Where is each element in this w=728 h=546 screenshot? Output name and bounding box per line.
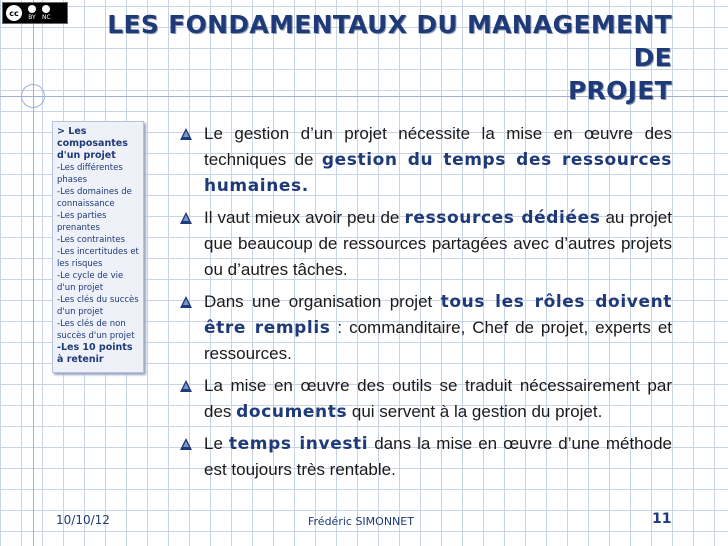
sidebar-item-domaines[interactable]: -Les domaines de connaissance — [57, 187, 132, 209]
page-number: 11 — [652, 511, 672, 527]
sidebar-item-cles-succes[interactable]: -Les clés du succès d'un projet — [57, 295, 139, 317]
creative-commons-badge[interactable] — [2, 2, 68, 24]
bullet-emphasis: documents — [236, 402, 348, 422]
bullet-item: Dans une organisation projet tous les rôles doivent être remplis : commanditaire, Chef de projet, experts et ressources. — [178, 289, 672, 367]
footer-date: 10/10/12 — [56, 513, 110, 527]
nc-icon: NC — [42, 5, 51, 21]
bullet-list — [178, 121, 672, 489]
bullet-emphasis: tous les rôles doivent être remplis — [204, 292, 673, 338]
sidebar-item-10-points[interactable]: -Les 10 points à retenir — [57, 342, 133, 365]
slide-title-line-2: PROJET — [567, 76, 672, 105]
cc-icon: cc — [6, 5, 22, 21]
sidebar-item-incertitudes[interactable]: -Les incertitudes et les risques — [57, 247, 139, 269]
margin-circle — [21, 84, 45, 108]
bullet-emphasis: gestion du temps des ressources humaines. — [204, 150, 672, 196]
bullet-item: La mise en œuvre des outils se traduit nécessairement par des documents qui servent à la gestion du projet. — [178, 373, 672, 425]
sidebar-item-composantes[interactable]: > Les composantes d'un projet — [57, 126, 128, 161]
bullet-item: Le gestion d’un projet nécessite la mise en œuvre des techniques de gestion du temps des ressources humaines. — [178, 121, 672, 199]
slide-title — [100, 8, 672, 107]
bullet-emphasis: ressources dédiées — [404, 208, 601, 228]
margin-line-vertical — [33, 0, 34, 546]
triangle-bullet-icon — [180, 212, 192, 224]
sidebar-item-cycle-de-vie[interactable]: -Le cycle de vie d'un projet — [57, 271, 124, 293]
triangle-bullet-icon — [180, 438, 192, 450]
sidebar-nav — [52, 121, 144, 373]
triangle-bullet-icon — [180, 128, 192, 140]
sidebar-item-cles-non-succes[interactable]: -Les clés de non succès d'un projet — [57, 319, 135, 341]
sidebar-item-contraintes[interactable]: -Les contraintes — [57, 235, 126, 245]
sidebar-item-parties-prenantes[interactable]: -Les parties prenantes — [57, 211, 107, 233]
triangle-bullet-icon — [180, 296, 192, 308]
footer-author: Frédéric SIMONNET — [308, 515, 414, 528]
bullet-item: Il vaut mieux avoir peu de ressources dédiées au projet que beaucoup de ressources partagées avec d’autres projets ou d’autres tâches. — [178, 205, 672, 283]
slide-title-line-1: LES FONDAMENTAUX DU MANAGEMENT DE — [107, 10, 672, 72]
bullet-item: Le temps investi dans la mise en œuvre d’une méthode est toujours très rentable. — [178, 431, 672, 483]
sidebar-item-phases[interactable]: -Les différentes phases — [57, 163, 123, 185]
triangle-bullet-icon — [180, 380, 192, 392]
by-icon: BY — [28, 5, 36, 21]
bullet-emphasis: temps investi — [228, 434, 369, 454]
